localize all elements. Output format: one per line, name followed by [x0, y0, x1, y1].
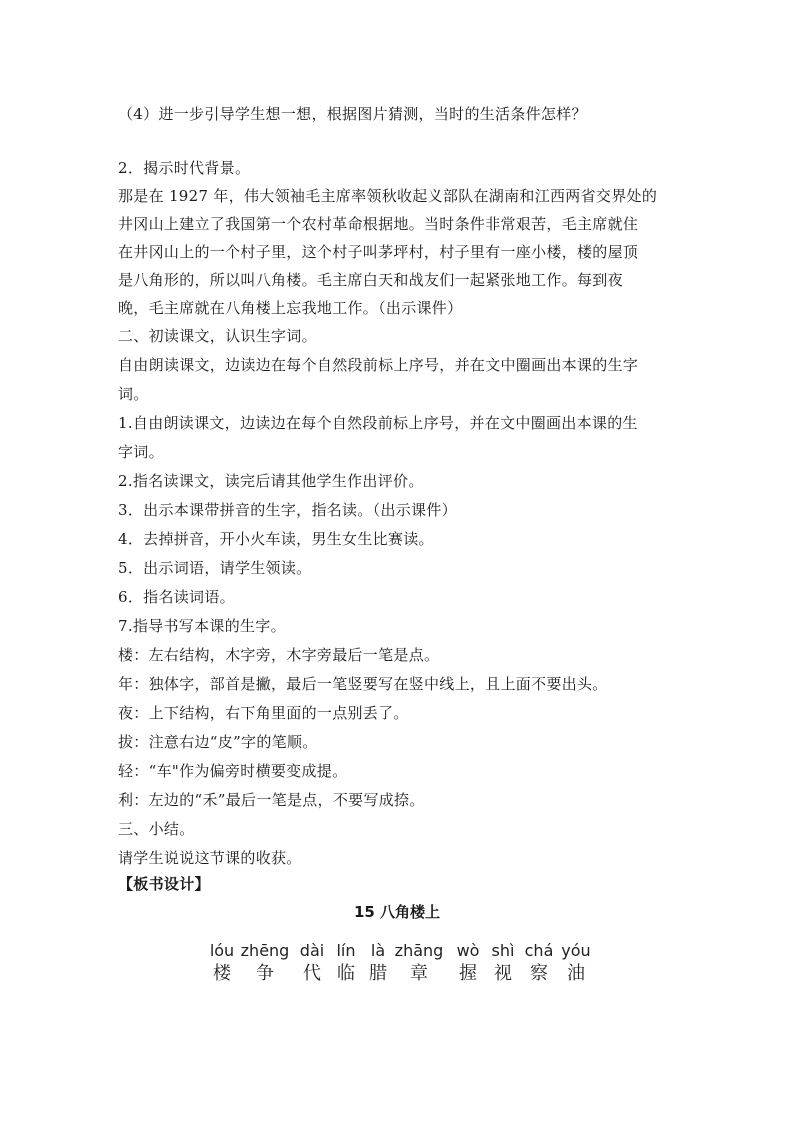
vocab-item — [551, 940, 601, 986]
text-line: 6．指名读词语。 — [118, 588, 235, 606]
text-line: 5．出示词语，请学生领读。 — [118, 559, 312, 577]
text-line: 字词。 — [118, 443, 164, 461]
text-line: 7.指导书写本课的生字。 — [118, 617, 286, 635]
vocab-pinyin: chá — [524, 941, 554, 960]
section-heading: 三、小结。 — [118, 820, 195, 838]
vocab-hanzi: 握 — [459, 963, 477, 984]
text-line: 那是在 1927 年，伟大领袖毛主席率领秋收起义部队在湖南和江西两省交界处的 — [118, 187, 658, 205]
text-line: 自由朗读课文，边读边在每个自然段前标上序号，并在文中圈画出本课的生字 — [118, 356, 639, 374]
text-line: 轻：“车"作为偏旁时横要变成提。 — [118, 762, 348, 780]
vocab-hanzi: 视 — [494, 963, 512, 984]
vocab-hanzi: 油 — [567, 963, 585, 984]
section-heading: 二、初读课文，认识生字词。 — [118, 327, 317, 345]
vocab-item — [394, 940, 444, 986]
vocab-hanzi: 楼 — [213, 963, 231, 984]
text-line: 2.指名读课文，读完后请其他学生作出评价。 — [118, 472, 424, 490]
text-line: 年：独体字，部首是撇，最后一笔竖要写在竖中线上，且上面不要出头。 — [118, 675, 608, 693]
vocab-hanzi: 察 — [530, 963, 548, 984]
vocab-pinyin: wò — [456, 941, 480, 960]
vocab-hanzi: 临 — [337, 963, 355, 984]
vocab-pinyin: zhāng — [394, 941, 444, 960]
vocab-hanzi: 腊 — [369, 963, 387, 984]
vocab-pinyin: lín — [336, 941, 356, 960]
text-line: 楼：左右结构，木字旁，木字旁最后一笔是点。 — [118, 646, 440, 664]
vocab-pinyin: dài — [299, 941, 325, 960]
vocab-pinyin: lóu — [209, 941, 235, 960]
text-line: 1.自由朗读课文，边读边在每个自然段前标上序号，并在文中圈画出本课的生 — [118, 414, 638, 432]
text-line: （4）进一步引导学生想一想，根据图片猜测，当时的生活条件怎样？ — [118, 105, 587, 123]
text-line: 井冈山上建立了我国第一个农村革命根据地。当时条件非常艰苦，毛主席就住 — [118, 215, 639, 233]
text-line: 在井冈山上的一个村子里，这个村子叫茅坪村，村子里有一座小楼，楼的屋顶 — [118, 243, 639, 261]
board-title: 15 八角楼上 — [353, 903, 441, 921]
vocab-item — [240, 940, 290, 986]
vocab-pinyin: là — [370, 941, 386, 960]
text-line: 拔：注意右边“皮”字的笔顺。 — [118, 733, 318, 751]
vocab-pinyin: zhēng — [240, 941, 290, 960]
vocab-hanzi: 代 — [303, 963, 321, 984]
vocab-hanzi: 章 — [410, 963, 428, 984]
vocab-hanzi: 争 — [256, 963, 274, 984]
text-line: 3．出示本课带拼音的生字，指名读。（出示课件） — [118, 501, 457, 519]
text-line: 4．去掉拼音，开小火车读，男生女生比赛读。 — [118, 530, 434, 548]
board-design-heading: 【板书设计】 — [118, 875, 210, 893]
text-line: 利：左边的“禾”最后一笔是点，不要写成捺。 — [118, 791, 425, 809]
text-line: 夜：上下结构，右下角里面的一点别丢了。 — [118, 704, 409, 722]
vocab-pinyin: yóu — [561, 941, 591, 960]
text-line: 请学生说说这节课的收获。 — [118, 849, 302, 867]
text-line: 词。 — [118, 385, 149, 403]
vocab-pinyin: shì — [491, 941, 515, 960]
text-line: 晚，毛主席就在八角楼上忘我地工作。（出示课件） — [118, 299, 463, 317]
text-line: 2．揭示时代背景。 — [118, 159, 251, 177]
text-line: 是八角形的，所以叫八角楼。毛主席白天和战友们一起紧张地工作。每到夜 — [118, 271, 623, 289]
